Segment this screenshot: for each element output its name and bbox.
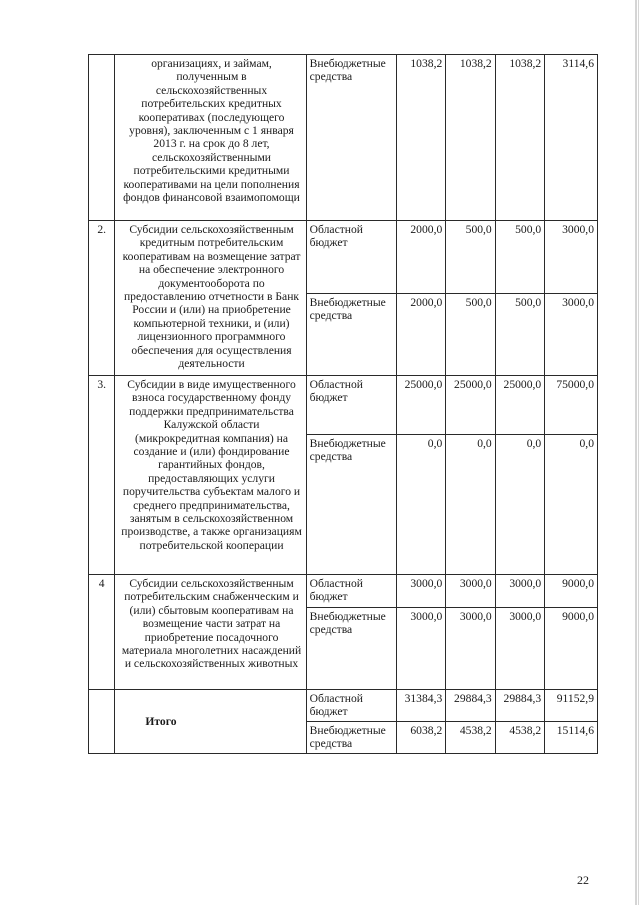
total-row [89,690,598,722]
row-number [89,55,115,221]
funding-source: Областной бюджет [306,221,396,294]
total-number-cell [89,690,115,754]
funding-source: Внебюджетные средства [306,608,396,690]
value-year-1: 6038,2 [396,721,445,753]
value-year-3: 500,0 [495,221,544,294]
value-year-2: 3000,0 [446,575,495,608]
measure-name-text: Субсидии в виде имущественного взноса государственному фонду поддержки предпринимательства Калужской области (микрокредитная компания) на создание и (или) фондирование гарантийных фондов, предоставляющих услуги поручительства субъектам малого и среднего предпринимательства, занятым в сельскохозяйственном производстве, а также организациям потребительской кооперации [121,378,302,552]
budget-table [88,54,598,754]
page-edge-shadow [635,0,637,905]
value-year-2: 3000,0 [446,608,495,690]
value-year-1: 25000,0 [396,376,445,435]
table-row [89,55,598,221]
funding-source: Внебюджетные средства [306,435,396,575]
value-year-2: 25000,0 [446,376,495,435]
value-year-3: 4538,2 [495,721,544,753]
value-year-2: 4538,2 [446,721,495,753]
value-year-1: 31384,3 [396,690,445,722]
value-year-2: 29884,3 [446,690,495,722]
value-total: 3000,0 [545,294,598,376]
table-row [89,575,598,608]
value-year-1: 3000,0 [396,608,445,690]
funding-source: Внебюджетные средства [306,721,396,753]
value-year-3: 3000,0 [495,608,544,690]
page-number: 22 [577,873,589,887]
value-year-3: 1038,2 [495,55,544,221]
value-total: 91152,9 [545,690,598,722]
measure-name [115,55,306,221]
measure-name-text: Субсидии сельскохозяйственным потребительским снабженческим и (или) сбытовым кооперативам на возмещение части затрат на приобретение посадочного материала многолетних насаждений и сельскохозяйственных животных [121,577,302,671]
value-year-3: 500,0 [495,294,544,376]
value-year-2: 0,0 [446,435,495,575]
measure-name-text: организациях, и займам, полученным в сельскохозяйственных потребительских кредитных кооперативах (последующего уровня), заключенным с 1 января 2013 г. на срок до 8 лет, сельскохозяйственными потребительскими кредитными кооперативами на цели пополнения фондов финансовой взаимопомощи [123,57,300,205]
value-year-1: 3000,0 [396,575,445,608]
measure-name [115,376,306,575]
value-year-3: 25000,0 [495,376,544,435]
total-label: Итого [115,690,306,754]
value-year-3: 29884,3 [495,690,544,722]
value-year-1: 2000,0 [396,221,445,294]
funding-source: Внебюджетные средства [306,294,396,376]
row-number: 4 [89,575,115,690]
funding-source: Областной бюджет [306,376,396,435]
value-year-1: 1038,2 [396,55,445,221]
measure-name [115,575,306,690]
value-year-2: 500,0 [446,294,495,376]
value-total: 3114,6 [545,55,598,221]
row-number: 2. [89,221,115,376]
measure-name [115,221,306,376]
value-total: 9000,0 [545,575,598,608]
row-number: 3. [89,376,115,575]
value-total: 9000,0 [545,608,598,690]
value-year-3: 3000,0 [495,575,544,608]
value-total: 15114,6 [545,721,598,753]
measure-name-text: Субсидии сельскохозяйственным кредитным потребительским кооперативам на возмещение затрат на обеспечение электронного документооборота по предоставлению отчетности в Банк России и (или) на приобретение компьютерной техники, и (или) лицензионного программного обеспечения для осуществления деятельности [122,223,301,371]
funding-source: Областной бюджет [306,575,396,608]
value-total: 75000,0 [545,376,598,435]
value-total: 3000,0 [545,221,598,294]
funding-source: Областной бюджет [306,690,396,722]
value-year-2: 500,0 [446,221,495,294]
table-row [89,221,598,294]
funding-source: Внебюджетные средства [306,55,396,221]
value-year-3: 0,0 [495,435,544,575]
value-year-1: 0,0 [396,435,445,575]
value-year-1: 2000,0 [396,294,445,376]
value-total: 0,0 [545,435,598,575]
value-year-2: 1038,2 [446,55,495,221]
table-row [89,376,598,435]
